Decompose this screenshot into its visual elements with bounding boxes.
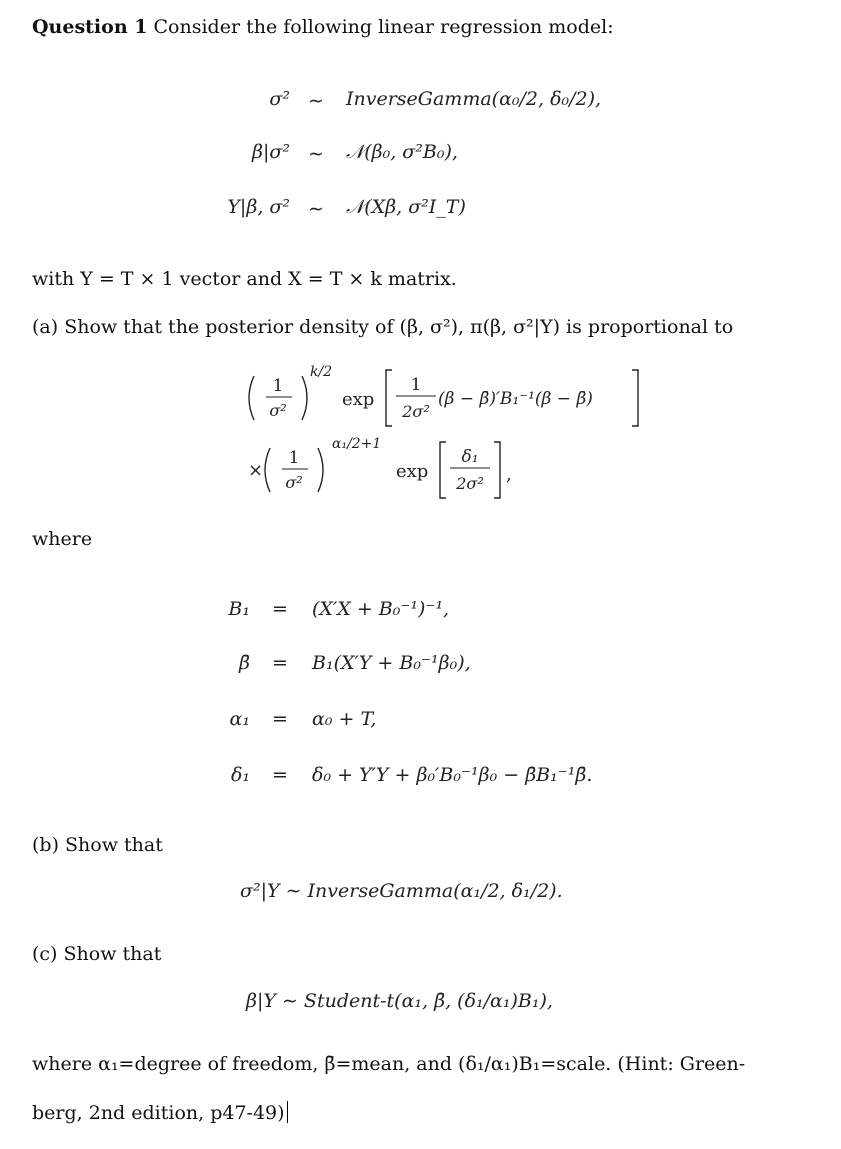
left-bracket-2 [440, 442, 446, 498]
closing-line-1: where α₁=degree of freedom, β̄=mean, and (δ₁/α₁)B₁=scale. (Hint: Green- [32, 1053, 746, 1075]
right-paren-2 [318, 448, 323, 492]
right-paren-1 [302, 376, 307, 420]
part-b-text: (b) Show that [32, 834, 163, 856]
bracket-den-1: 2σ² [402, 402, 430, 421]
def-rel-1: = [272, 598, 288, 620]
trailing-comma: , [506, 464, 512, 485]
def-rel-3: = [272, 708, 288, 730]
model-lhs-3: Y|β, σ² [227, 196, 290, 218]
bracket-num-2: δ₁ [461, 447, 479, 467]
def-lhs-2: β̄ [239, 652, 250, 674]
bracket-num-1: 1 [410, 375, 422, 395]
exp-2: exp [396, 461, 429, 482]
part-b-formula: σ²|Y ∼ InverseGamma(α₁/2, δ₁/2). [240, 880, 563, 902]
posterior-line-1 [240, 360, 660, 440]
exp-1: exp [342, 389, 375, 410]
closing-line-2 [32, 1101, 288, 1125]
def-rel-4: = [272, 764, 288, 786]
model-rhs-1: InverseGamma(α₀/2, δ₀/2), [346, 88, 602, 110]
def-rel-2: = [272, 652, 288, 674]
model-rel-3: ∼ [308, 198, 324, 220]
exponent-2: α₁/2+1 [332, 436, 382, 452]
question-intro: Consider the following linear regression model: [153, 16, 614, 38]
model-rhs-2: 𝒩(β₀, σ²B₀), [346, 141, 458, 163]
def-rhs-1: (X′X + B₀⁻¹)⁻¹, [312, 598, 450, 620]
closing-line-2-text: berg, 2nd edition, p47-49) [32, 1102, 285, 1124]
question-label: Question 1 [32, 16, 148, 38]
bracket-den-2: 2σ² [456, 474, 484, 493]
text-cursor [287, 1101, 288, 1123]
posterior-line-2 [240, 432, 540, 512]
left-paren-2 [265, 448, 270, 492]
part-a-text: (a) Show that the posterior density of (β, σ²), π(β, σ²|Y) is proportional to [32, 316, 734, 338]
frac-den-2: σ² [285, 473, 303, 492]
question-heading [32, 16, 614, 39]
where-label: where [32, 528, 93, 550]
def-rhs-3: α₀ + T, [312, 708, 377, 730]
def-lhs-3: α₁ [229, 708, 250, 730]
with-text: with Y = T × 1 vector and X = T × k matrix. [32, 268, 457, 290]
frac-num-1: 1 [272, 376, 284, 396]
model-rhs-3: 𝒩(Xβ, σ²I_T) [346, 196, 466, 218]
left-bracket-1 [386, 370, 392, 426]
def-lhs-1: B₁ [228, 598, 250, 620]
model-rel-1: ∼ [308, 90, 324, 112]
def-lhs-4: δ₁ [230, 764, 250, 786]
model-lhs-2: β|σ² [252, 141, 290, 163]
frac-num-2: 1 [288, 448, 300, 468]
frac-den-1: σ² [269, 401, 287, 420]
exponent-1: k/2 [310, 364, 333, 380]
def-rhs-2: B₁(X′Y + B₀⁻¹β₀), [312, 652, 471, 674]
left-paren-1 [249, 376, 254, 420]
model-rel-2: ∼ [308, 143, 324, 165]
part-c-formula: β|Y ∼ Student-t(α₁, β̄, (δ₁/α₁)B₁), [246, 990, 553, 1012]
bracket-rest-1: (β − β̄)′B₁⁻¹(β − β̄) [438, 389, 593, 409]
times-sign: × [248, 460, 264, 481]
part-c-text: (c) Show that [32, 943, 162, 965]
model-lhs-1: σ² [269, 88, 290, 110]
right-bracket-2 [494, 442, 500, 498]
def-rhs-4: δ₀ + Y′Y + β₀′B₀⁻¹β₀ − β̄B₁⁻¹β̄. [312, 764, 593, 786]
right-bracket-1 [632, 370, 638, 426]
